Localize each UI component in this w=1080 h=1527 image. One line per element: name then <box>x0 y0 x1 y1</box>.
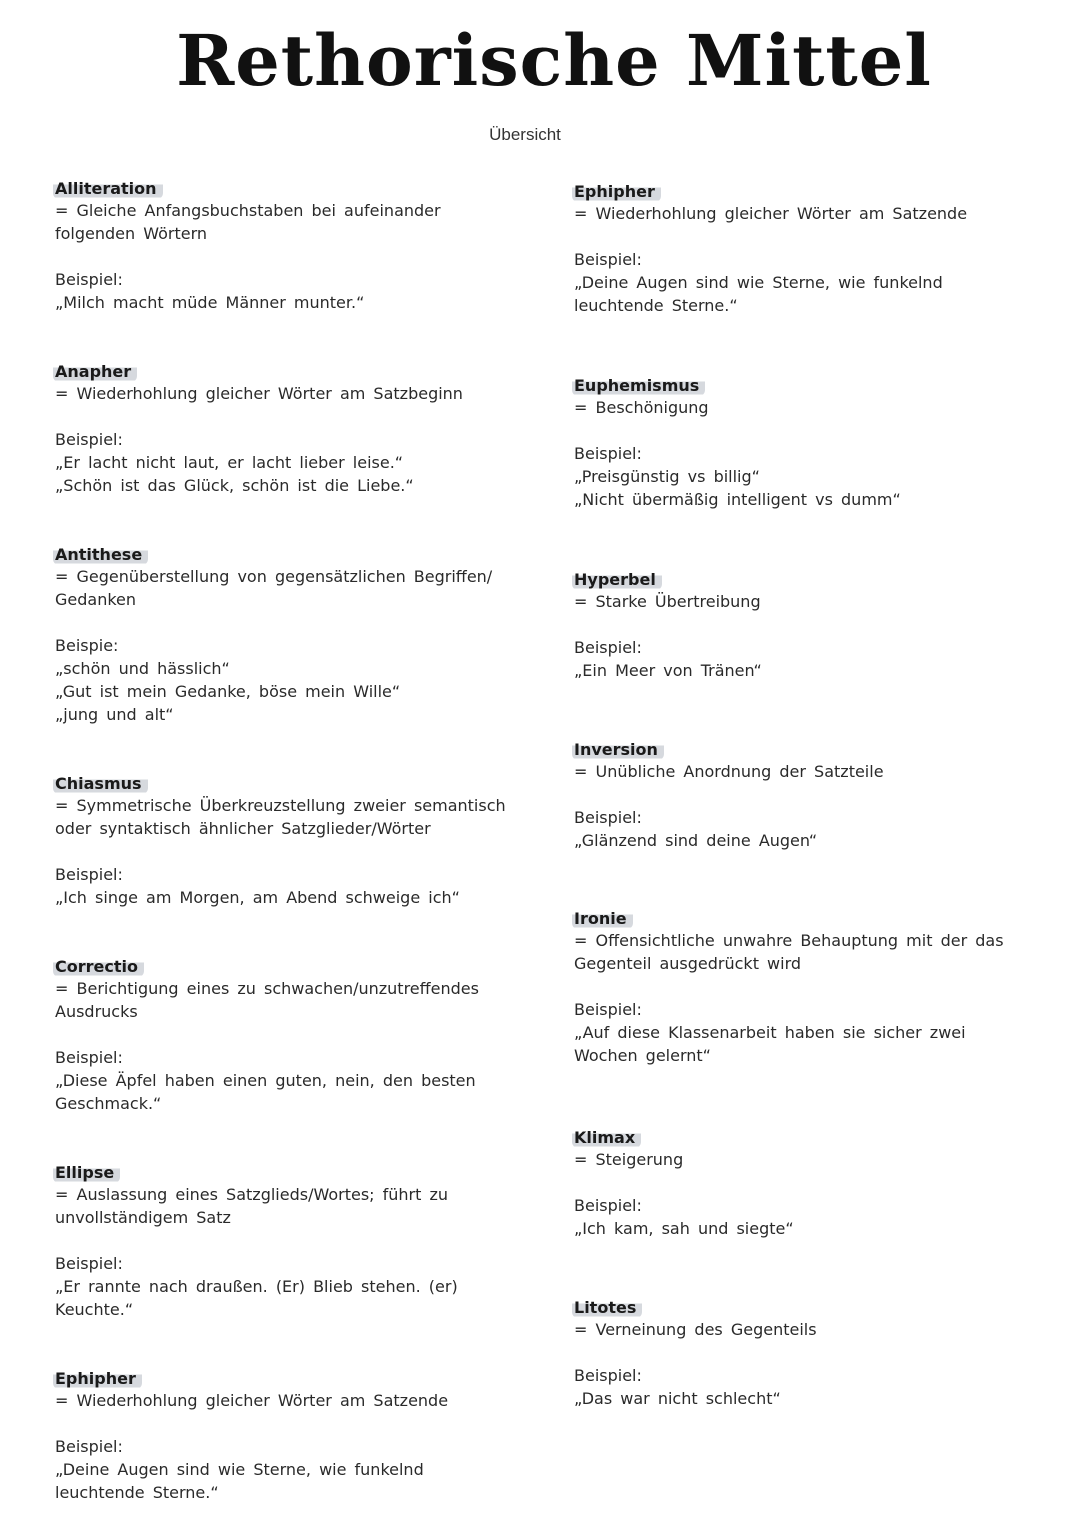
example-text: „Diese Äpfel haben einen guten, nein, den besten <box>55 1071 476 1090</box>
term-definition: unvollständigem Satz <box>55 1208 231 1227</box>
term-definition: = Wiederhohlung gleicher Wörter am Satzende <box>574 204 968 223</box>
term-entry <box>55 956 515 1115</box>
term-definition: = Verneinung des Gegenteils <box>574 1320 817 1339</box>
spacer <box>574 1171 1044 1194</box>
term-definition: = Wiederhohlung gleicher Wörter am Satzbeginn <box>55 384 463 403</box>
example-label: Beispiel: <box>55 270 123 289</box>
spacer <box>574 613 1044 636</box>
term-heading <box>574 569 1044 590</box>
example-label: Beispiel: <box>574 444 642 463</box>
term-entry <box>55 361 515 497</box>
spacer <box>574 1341 1044 1364</box>
term-heading <box>574 1127 1044 1148</box>
term-definition: oder syntaktisch ähnlicher Satzglieder/Wörter <box>55 819 431 838</box>
example-text: „Deine Augen sind wie Sterne, wie funkelnd <box>574 273 943 292</box>
example-text: „Schön ist das Glück, schön ist die Liebe.“ <box>55 476 414 495</box>
example-label: Beispiel: <box>55 1254 123 1273</box>
term-definition: Ausdrucks <box>55 1002 138 1021</box>
term-name: Ellipse <box>53 1162 120 1183</box>
term-heading <box>55 956 515 977</box>
term-heading <box>574 1297 1044 1318</box>
example-text: „Preisgünstig vs billig“ <box>574 467 760 486</box>
term-entry <box>55 544 515 726</box>
term-name: Euphemismus <box>572 375 705 396</box>
term-definition: = Offensichtliche unwahre Behauptung mit der das <box>574 931 1004 950</box>
example-text: leuchtende Sterne.“ <box>55 1483 219 1502</box>
term-heading <box>55 1162 515 1183</box>
term-name: Antithese <box>53 544 148 565</box>
term-heading <box>55 544 515 565</box>
term-heading <box>55 361 515 382</box>
example-label: Beispiel: <box>574 638 642 657</box>
spacer <box>574 783 1044 806</box>
term-definition: folgenden Wörtern <box>55 224 208 243</box>
term-name: Hyperbel <box>572 569 662 590</box>
example-text: leuchtende Sterne.“ <box>574 296 738 315</box>
term-entry <box>55 178 515 314</box>
term-name: Anapher <box>53 361 137 382</box>
page-subtitle: Übersicht <box>489 125 561 144</box>
example-text: „Das war nicht schlecht“ <box>574 1389 781 1408</box>
example-text: „Ich singe am Morgen, am Abend schweige ich“ <box>55 888 460 907</box>
example-label: Beispiel: <box>574 1196 642 1215</box>
term-name: Ephipher <box>53 1368 142 1389</box>
term-definition: = Steigerung <box>574 1150 684 1169</box>
example-label: Beispiel: <box>574 1000 642 1019</box>
term-entry <box>574 908 1044 1067</box>
term-entry <box>574 1127 1044 1240</box>
spacer <box>55 1023 515 1046</box>
term-definition: = Beschönigung <box>574 398 709 417</box>
term-heading <box>574 375 1044 396</box>
example-text: „Er rannte nach draußen. (Er) Blieb stehen. (er) <box>55 1277 458 1296</box>
example-text: „Gut ist mein Gedanke, böse mein Wille“ <box>55 682 401 701</box>
term-entry <box>574 1297 1044 1410</box>
term-name: Klimax <box>572 1127 641 1148</box>
term-heading <box>55 773 515 794</box>
spacer <box>574 975 1044 998</box>
term-entry <box>55 1368 515 1504</box>
term-name: Chiasmus <box>53 773 148 794</box>
example-text: Geschmack.“ <box>55 1094 162 1113</box>
example-label: Beispiel: <box>574 1366 642 1385</box>
term-name: Litotes <box>572 1297 642 1318</box>
term-heading <box>574 739 1044 760</box>
term-definition: Gegenteil ausgedrückt wird <box>574 954 802 973</box>
term-heading <box>574 181 1044 202</box>
spacer <box>55 1229 515 1252</box>
example-text: „Er lacht nicht laut, er lacht lieber leise.“ <box>55 453 404 472</box>
spacer <box>55 840 515 863</box>
term-entry <box>55 773 515 909</box>
example-text: „Glänzend sind deine Augen“ <box>574 831 818 850</box>
example-label: Beispiel: <box>55 865 123 884</box>
example-text: „Deine Augen sind wie Sterne, wie funkelnd <box>55 1460 424 1479</box>
example-text: „Auf diese Klassenarbeit haben sie sicher zwei <box>574 1023 966 1042</box>
example-text: „Ein Meer von Tränen“ <box>574 661 762 680</box>
example-text: „schön und hässlich“ <box>55 659 230 678</box>
example-label: Beispiel: <box>55 1048 123 1067</box>
example-label: Beispie: <box>55 636 119 655</box>
term-heading <box>55 1368 515 1389</box>
term-entry <box>574 569 1044 682</box>
example-label: Beispiel: <box>55 430 123 449</box>
term-entry <box>574 181 1044 317</box>
spacer <box>55 611 515 634</box>
term-definition: = Symmetrische Überkreuzstellung zweier semantisch <box>55 796 506 815</box>
term-definition: = Starke Übertreibung <box>574 592 761 611</box>
example-text: „Nicht übermäßig intelligent vs dumm“ <box>574 490 901 509</box>
term-definition: = Gegenüberstellung von gegensätzlichen Begriffen/ <box>55 567 493 586</box>
page-title: Rethorische Mittel <box>176 19 932 102</box>
example-label: Beispiel: <box>574 250 642 269</box>
term-heading <box>574 908 1044 929</box>
term-definition: = Berichtigung eines zu schwachen/unzutreffendes <box>55 979 479 998</box>
example-text: „jung und alt“ <box>55 705 174 724</box>
term-definition: = Unübliche Anordnung der Satzteile <box>574 762 884 781</box>
example-text: Wochen gelernt“ <box>574 1046 711 1065</box>
example-text: „Ich kam, sah und siegte“ <box>574 1219 794 1238</box>
term-entry <box>574 739 1044 852</box>
term-name: Inversion <box>572 739 664 760</box>
term-definition: = Gleiche Anfangsbuchstaben bei aufeinander <box>55 201 441 220</box>
term-entry <box>55 1162 515 1321</box>
spacer <box>574 225 1044 248</box>
spacer <box>574 419 1044 442</box>
term-definition: Gedanken <box>55 590 137 609</box>
example-label: Beispiel: <box>574 808 642 827</box>
term-name: Ironie <box>572 908 633 929</box>
spacer <box>55 1412 515 1435</box>
example-label: Beispiel: <box>55 1437 123 1456</box>
term-definition: = Wiederhohlung gleicher Wörter am Satzende <box>55 1391 449 1410</box>
example-text: „Milch macht müde Männer munter.“ <box>55 293 365 312</box>
term-heading <box>55 178 515 199</box>
term-entry <box>574 375 1044 511</box>
term-definition: = Auslassung eines Satzglieds/Wortes; führt zu <box>55 1185 449 1204</box>
term-name: Ephipher <box>572 181 661 202</box>
term-name: Alliteration <box>53 178 163 199</box>
example-text: Keuchte.“ <box>55 1300 134 1319</box>
spacer <box>55 405 515 428</box>
spacer <box>55 245 515 268</box>
term-name: Correctio <box>53 956 144 977</box>
